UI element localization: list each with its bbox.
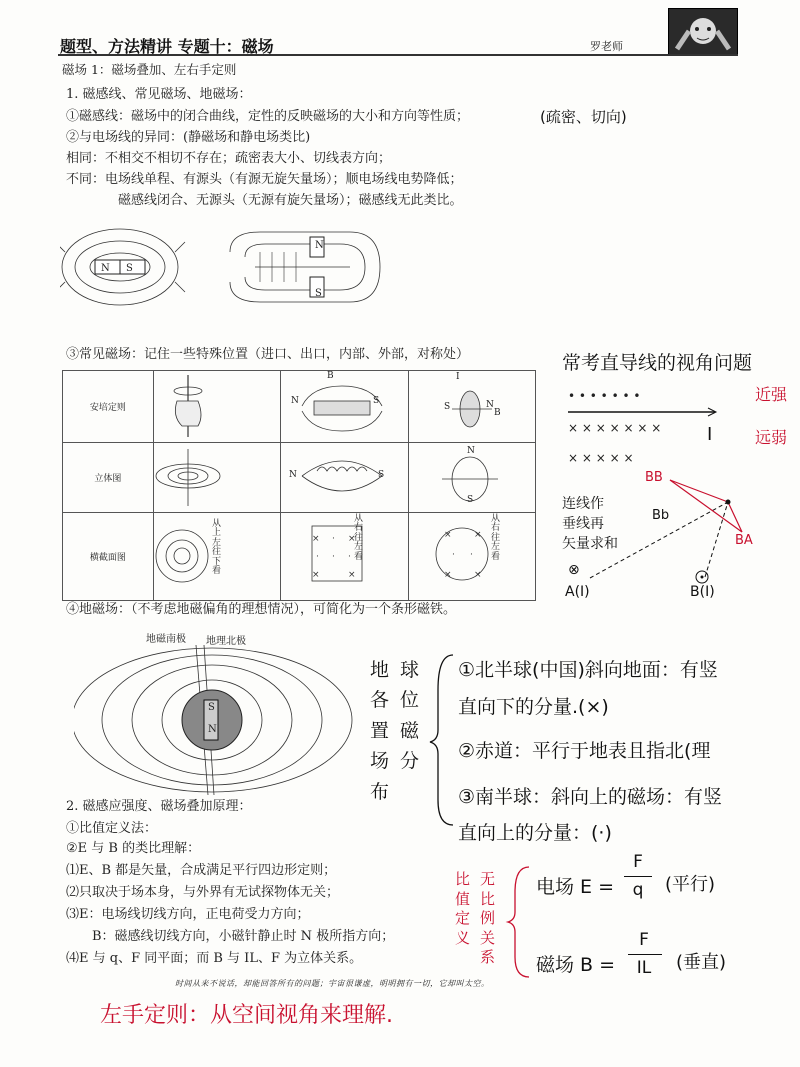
- bar-magnet-s: S: [126, 263, 133, 274]
- wire-note-far: 远弱: [755, 428, 788, 447]
- part2-line7: ⑷E 与 q、F 同平面；而 B 与 IL、F 为立体关系。: [66, 951, 363, 966]
- r1c3-n: N: [486, 400, 494, 410]
- row-label-ampere: 安培定则: [63, 371, 154, 443]
- header-divider: [58, 54, 738, 56]
- svg-text:× × × × ×: × × × × ×: [568, 451, 634, 465]
- portrait-icon: [669, 9, 737, 55]
- formula-side-a: 比 值 定 义: [455, 870, 471, 947]
- point-b-label: B(I): [690, 584, 715, 600]
- vec-note-3: 矢量求和: [562, 536, 618, 552]
- earth-north-pole-label: 地理北极: [206, 636, 246, 647]
- page-title: 题型、方法精讲 专题十：磁场: [60, 37, 274, 56]
- part2-line3: ⑴E、B 都是矢量，合成满足平行四边形定则；: [66, 863, 337, 878]
- svg-text:× × × × × × ×: × × × × × × ×: [568, 421, 662, 435]
- svg-text:×: ×: [348, 570, 356, 580]
- part1-line5: 磁感线闭合、无源头（无源有旋矢量场）；磁感线无此类比。: [118, 193, 463, 208]
- r2c3-n: N: [467, 446, 475, 456]
- wire-note-title: 常考直导线的视角问题: [562, 352, 753, 374]
- brace-icon: [428, 650, 458, 830]
- earth-field-diagram: [74, 645, 364, 795]
- row-label-cross: 横截面图: [63, 513, 154, 601]
- svg-text:·: ·: [332, 552, 335, 562]
- wire-note-near: 近强: [755, 385, 788, 404]
- part2-line1: ①比值定义法：: [66, 821, 158, 836]
- earth-south-pole-label: 地磁南极: [146, 634, 186, 645]
- r1c3-i: I: [456, 372, 460, 382]
- formula-e-den: q: [632, 880, 644, 900]
- part2-heading: 2. 磁感应强度、磁场叠加原理：: [66, 799, 252, 814]
- r3c2-text: 从右往左看: [354, 514, 364, 562]
- earth-note-3: ②赤道：平行于地表且指北(理: [458, 740, 711, 762]
- svg-text:×: ×: [444, 530, 452, 540]
- vec-note-1: 连线作: [562, 496, 604, 512]
- r1c3-s: S: [444, 402, 451, 412]
- part1-line3: 相同：不相交不相切不存在；疏密表大小、切线表方向；: [66, 151, 392, 166]
- r3c3-text: 从右往左看: [491, 514, 501, 562]
- common-fields-heading: ③常见磁场：记住一些特殊位置（进口、出口，内部、外部，对称处）: [66, 347, 470, 362]
- r1c2-s: S: [373, 396, 380, 406]
- svg-text:×: ×: [444, 570, 452, 580]
- svg-text:×: ×: [474, 530, 482, 540]
- common-fields-drawings: [152, 371, 536, 601]
- part2-line6: B：磁感线切线方向，小磁针静止时 N 极所指方向；: [92, 929, 395, 944]
- r2c3-s: S: [467, 495, 474, 505]
- teacher-photo: [668, 8, 738, 56]
- bar-magnet-n: N: [101, 263, 110, 274]
- r1c3-b: B: [494, 408, 501, 418]
- formula-e-lhs: 电场 E =: [536, 876, 615, 898]
- part1-line2: ②与电场线的异同：(静磁场和静电场类比): [66, 130, 311, 145]
- svg-text:×: ×: [348, 534, 356, 544]
- vec-bb: BB: [645, 470, 663, 485]
- part1-line1: ①磁感线：磁场中的闭合曲线，定性的反映磁场的大小和方向等性质；: [66, 109, 470, 124]
- formula-b-den: IL: [636, 958, 652, 978]
- svg-text:·: ·: [470, 550, 473, 560]
- earth-note-4: ③南半球：斜向上的磁场：有竖: [458, 786, 723, 808]
- teacher-name: 罗老师: [590, 40, 623, 53]
- earth-note-2: 直向下的分量.(×): [458, 696, 609, 718]
- part1-line4: 不同：电场线单程、有源头（有源无旋矢量场）；顺电场线电势降低；: [66, 172, 463, 187]
- svg-text:·: ·: [316, 552, 319, 562]
- magnet-field-diagram: [60, 212, 390, 312]
- point-a-symbol: ⊗: [568, 562, 580, 578]
- svg-text:·: ·: [452, 550, 455, 560]
- svg-text:×: ×: [312, 570, 320, 580]
- wire-current-label: I: [707, 424, 713, 445]
- part1-line1-handwritten: (疏密、切向): [540, 108, 627, 126]
- formula-b-lhs: 磁场 B =: [536, 954, 616, 976]
- footer-quote: 时间从来不说话，却能回答所有的问题；宇宙很谦虚，明明拥有一切，它却叫太空。: [175, 979, 490, 988]
- svg-text:·: ·: [348, 552, 351, 562]
- svg-text:• • • • • • •: • • • • • • •: [568, 389, 641, 403]
- formula-b-bar: [628, 954, 662, 955]
- r2c2-s: S: [378, 470, 385, 480]
- earth-note-5: 直向上的分量：(·): [458, 822, 612, 844]
- r1c2-b: B: [327, 371, 334, 381]
- formula-e-num: F: [633, 852, 643, 872]
- svg-text:·: ·: [332, 534, 335, 544]
- earth-note-1: ①北半球(中国)斜向地面：有竖: [458, 659, 718, 681]
- formula-e-bar: [624, 876, 652, 877]
- formula-side-b: 无 比 例 关 系: [480, 870, 496, 966]
- u-magnet-s: S: [315, 288, 322, 299]
- vec-bb2: Bb: [652, 508, 670, 523]
- formula-b-note: (垂直): [676, 952, 727, 973]
- section-title: 磁场 1：磁场叠加、左右手定则: [62, 62, 237, 77]
- part2-line4: ⑵只取决于场本身，与外界有无试探物体无关；: [66, 885, 340, 900]
- row-label-3d: 立体图: [63, 443, 154, 513]
- earth-s: S: [208, 702, 215, 713]
- earth-notes-side-b: 球 位 磁 分: [400, 659, 420, 773]
- point-a-label: A(I): [565, 584, 590, 600]
- earth-heading: ④地磁场：（不考虑地磁偏角的理想情况），可简化为一个条形磁铁。: [66, 602, 457, 617]
- formula-brace-icon: [505, 862, 535, 982]
- part2-line2: ②E 与 B 的类比理解：: [66, 841, 201, 856]
- vec-ba: BA: [735, 533, 753, 548]
- bottom-handwritten-note: 左手定则：从空间视角来理解.: [100, 1003, 393, 1028]
- r3c1-text: 从上左往下看: [212, 519, 222, 577]
- part2-line5: ⑶E：电场线切线方向，正电荷受力方向；: [66, 907, 310, 922]
- vec-note-2: 垂线再: [562, 516, 604, 532]
- formula-e-note: (平行): [665, 874, 716, 895]
- part1-heading: 1. 磁感线、常见磁场、地磁场：: [66, 87, 252, 102]
- u-magnet-n: N: [315, 240, 324, 251]
- r1c2-n: N: [291, 396, 299, 406]
- earth-n: N: [208, 724, 217, 735]
- wire-vector-diagram: [560, 380, 760, 600]
- svg-text:×: ×: [312, 534, 320, 544]
- r2c2-n: N: [289, 470, 297, 480]
- svg-text:×: ×: [474, 570, 482, 580]
- formula-b-num: F: [639, 930, 649, 950]
- earth-notes-side-a: 地 各 置 场 布: [370, 659, 390, 803]
